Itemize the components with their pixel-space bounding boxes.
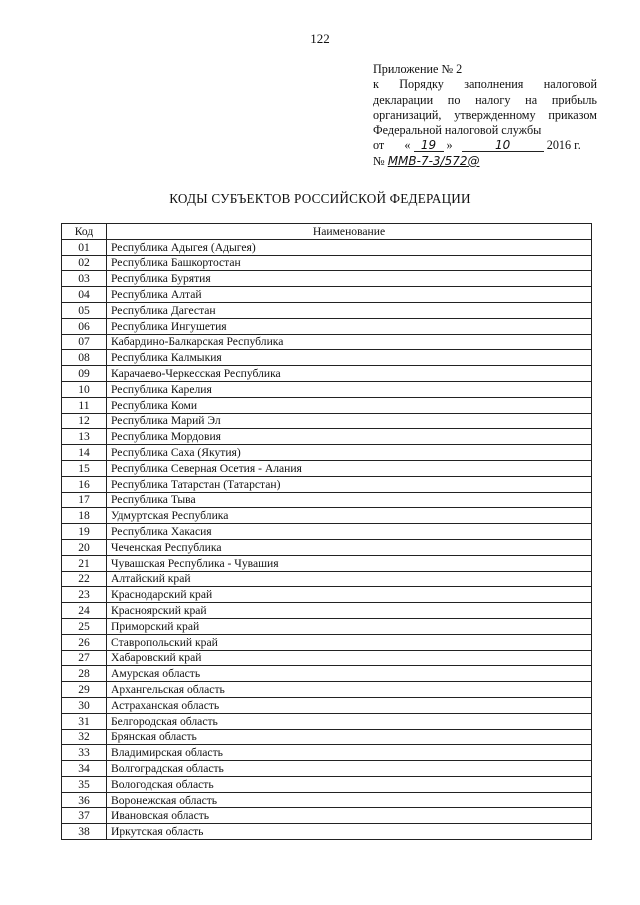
table-row [62, 287, 592, 303]
region-name: Республика Калмыкия [107, 350, 592, 366]
annex-line-2: декларации по налогу на прибыль [373, 92, 597, 107]
table-row [62, 255, 592, 271]
table-row [62, 508, 592, 524]
date-day: 19 [414, 139, 444, 152]
annex-line-4: Федеральной налоговой службы [373, 123, 542, 138]
annex-number-line [373, 154, 597, 169]
region-name: Республика Алтай [107, 287, 592, 303]
region-name: Брянская область [107, 729, 592, 745]
header-name: Наименование [107, 224, 592, 240]
region-code: 30 [62, 697, 107, 713]
table-row [62, 697, 592, 713]
region-code: 32 [62, 729, 107, 745]
region-name: Республика Саха (Якутия) [107, 445, 592, 461]
region-code: 36 [62, 792, 107, 808]
region-code: 10 [62, 381, 107, 397]
table-row [62, 571, 592, 587]
region-name: Республика Тыва [107, 492, 592, 508]
region-name: Иркутская область [107, 824, 592, 840]
table-row [62, 381, 592, 397]
region-code: 13 [62, 429, 107, 445]
region-name: Краснодарский край [107, 587, 592, 603]
region-name: Воронежская область [107, 792, 592, 808]
region-code: 24 [62, 603, 107, 619]
table-row [62, 729, 592, 745]
region-name: Белгородская область [107, 713, 592, 729]
date-prefix: от [373, 138, 385, 153]
table-row [62, 397, 592, 413]
table-row [62, 761, 592, 777]
region-name: Волгоградская область [107, 761, 592, 777]
region-code: 08 [62, 350, 107, 366]
region-code: 18 [62, 508, 107, 524]
page-number: 122 [310, 31, 330, 46]
region-name: Республика Ингушетия [107, 318, 592, 334]
table-row [62, 776, 592, 792]
number-prefix: № [373, 153, 385, 168]
table-row [62, 618, 592, 634]
region-name: Астраханская область [107, 697, 592, 713]
region-code: 16 [62, 476, 107, 492]
annex-date-line [373, 138, 597, 153]
region-code: 03 [62, 271, 107, 287]
table-row [62, 603, 592, 619]
region-name: Чеченская Республика [107, 539, 592, 555]
region-code: 14 [62, 445, 107, 461]
region-code: 21 [62, 555, 107, 571]
table-row [62, 350, 592, 366]
header-code: Код [62, 224, 107, 240]
table-row [62, 792, 592, 808]
table-row [62, 302, 592, 318]
table-row [62, 492, 592, 508]
region-name: Чувашская Республика - Чувашия [107, 555, 592, 571]
region-code: 07 [62, 334, 107, 350]
annex-line-3: организаций, утвержденному приказом [373, 107, 597, 122]
table-row [62, 650, 592, 666]
table-row [62, 460, 592, 476]
region-name: Архангельская область [107, 682, 592, 698]
region-code: 35 [62, 776, 107, 792]
region-name: Удмуртская Республика [107, 508, 592, 524]
region-name: Республика Хакасия [107, 524, 592, 540]
region-name: Республика Татарстан (Татарстан) [107, 476, 592, 492]
region-code: 27 [62, 650, 107, 666]
region-code: 23 [62, 587, 107, 603]
region-name: Кабардино-Балкарская Республика [107, 334, 592, 350]
region-code: 33 [62, 745, 107, 761]
table-row [62, 524, 592, 540]
table-row [62, 539, 592, 555]
region-code: 12 [62, 413, 107, 429]
region-code: 37 [62, 808, 107, 824]
date-year: 2016 г. [546, 138, 581, 153]
region-code: 04 [62, 287, 107, 303]
table-row [62, 587, 592, 603]
table-body [62, 239, 592, 839]
region-name: Республика Северная Осетия - Алания [107, 460, 592, 476]
annex-line-1: к Порядку заполнения налоговой [373, 77, 597, 92]
region-name: Красноярский край [107, 603, 592, 619]
region-name: Республика Марий Эл [107, 413, 592, 429]
table-row [62, 445, 592, 461]
region-name: Вологодская область [107, 776, 592, 792]
region-code: 31 [62, 713, 107, 729]
table-row [62, 682, 592, 698]
table-row [62, 239, 592, 255]
annex-block [373, 62, 597, 169]
region-name: Республика Дагестан [107, 302, 592, 318]
region-code: 28 [62, 666, 107, 682]
region-name: Алтайский край [107, 571, 592, 587]
region-code: 11 [62, 397, 107, 413]
region-codes-table [61, 223, 592, 840]
region-name: Карачаево-Черкесская Республика [107, 366, 592, 382]
table-row [62, 366, 592, 382]
region-code: 02 [62, 255, 107, 271]
order-number: ММВ-7-3/572@ [387, 153, 480, 168]
table-row [62, 634, 592, 650]
table-row [62, 824, 592, 840]
date-open-quote: « [404, 138, 411, 153]
region-code: 05 [62, 302, 107, 318]
region-name: Республика Карелия [107, 381, 592, 397]
table-row [62, 318, 592, 334]
table-row [62, 476, 592, 492]
region-code: 15 [62, 460, 107, 476]
table-row [62, 555, 592, 571]
region-code: 06 [62, 318, 107, 334]
region-name: Приморский край [107, 618, 592, 634]
region-name: Хабаровский край [107, 650, 592, 666]
region-name: Ивановская область [107, 808, 592, 824]
region-code: 01 [62, 239, 107, 255]
table-row [62, 429, 592, 445]
region-name: Республика Коми [107, 397, 592, 413]
region-name: Республика Адыгея (Адыгея) [107, 239, 592, 255]
region-name: Владимирская область [107, 745, 592, 761]
region-name: Республика Башкортостан [107, 255, 592, 271]
table-row [62, 808, 592, 824]
region-code: 34 [62, 761, 107, 777]
region-code: 29 [62, 682, 107, 698]
region-code: 25 [62, 618, 107, 634]
table-row [62, 334, 592, 350]
table-header-row [62, 224, 592, 240]
region-code: 22 [62, 571, 107, 587]
table-row [62, 745, 592, 761]
annex-title: Приложение № 2 [373, 62, 463, 76]
region-name: Ставропольский край [107, 634, 592, 650]
date-month: 10 [462, 139, 544, 152]
region-code: 09 [62, 366, 107, 382]
region-code: 19 [62, 524, 107, 540]
date-close-quote: » [446, 138, 453, 153]
region-code: 26 [62, 634, 107, 650]
region-code: 38 [62, 824, 107, 840]
table-row [62, 713, 592, 729]
table-row [62, 413, 592, 429]
region-name: Республика Мордовия [107, 429, 592, 445]
region-code: 20 [62, 539, 107, 555]
table-row [62, 271, 592, 287]
table-title: КОДЫ СУБЪЕКТОВ РОССИЙСКОЙ ФЕДЕРАЦИИ [169, 191, 471, 206]
table-row [62, 666, 592, 682]
region-name: Республика Бурятия [107, 271, 592, 287]
region-code: 17 [62, 492, 107, 508]
region-name: Амурская область [107, 666, 592, 682]
